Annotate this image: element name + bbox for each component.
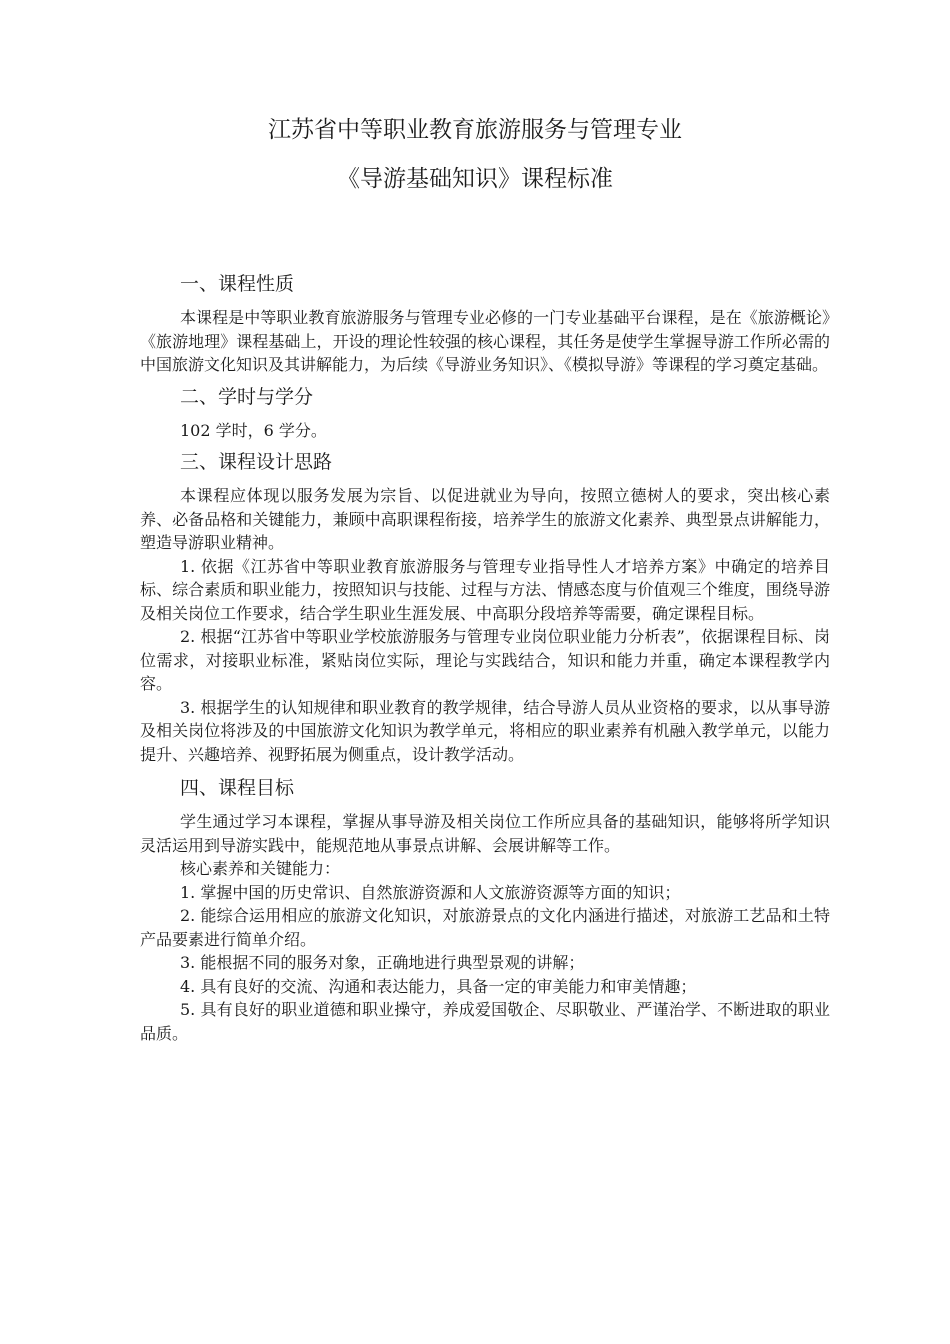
section-paragraph: 1. 依据《江苏省中等职业教育旅游服务与管理专业指导性人才培养方案》中确定的培养目标、综合素质和职业能力，按照知识与技能、过程与方法、情感态度与价值观三个维度，围绕导游及相关岗位工作要求，结合学生职业生涯发展、中高职分段培养等需要，确定课程目标。 bbox=[140, 556, 830, 623]
section-heading-design: 三、课程设计思路 bbox=[180, 451, 333, 473]
section-heading-nature: 一、课程性质 bbox=[180, 273, 295, 295]
section-paragraph: 本课程应体现以服务发展为宗旨、以促进就业为导向，按照立德树人的要求，突出核心素养、必备品格和关键能力，兼顾中高职课程衔接，培养学生的旅游文化素养、典型景点讲解能力，塑造导游职业精神。 bbox=[140, 486, 830, 552]
list-item: 1. 掌握中国的历史常识、自然旅游资源和人文旅游资源等方面的知识； bbox=[180, 882, 681, 902]
section-paragraph: 学生通过学习本课程，掌握从事导游及相关岗位工作所应具备的基础知识，能够将所学知识灵活运用到导游实践中，能规范地从事景点讲解、会展讲解等工作。 bbox=[140, 812, 830, 855]
list-item: 5. 具有良好的职业道德和职业操守，养成爱国敬企、尽职敬业、严谨治学、不断进取的职业品质。 bbox=[140, 1000, 830, 1043]
list-item: 2. 能综合运用相应的旅游文化知识，对旅游景点的文化内涵进行描述，对旅游工艺品和土特产品要素进行简单介绍。 bbox=[140, 906, 830, 949]
list-item: 4. 具有良好的交流、沟通和表达能力，具备一定的审美能力和审美情趣； bbox=[180, 976, 697, 996]
list-item: 3. 能根据不同的服务对象，正确地进行典型景观的讲解； bbox=[180, 953, 585, 972]
section-paragraph: 2. 根据“江苏省中等职业学校旅游服务与管理专业岗位职业能力分析表”，依据课程目标、岗位需求，对接职业标准，紧贴岗位实际，理论与实践结合，知识和能力并重，确定本课程教学内容。 bbox=[140, 627, 830, 693]
document-title: 江苏省中等职业教育旅游服务与管理专业 bbox=[268, 117, 682, 143]
section-paragraph: 核心素养和关键能力： bbox=[180, 859, 341, 878]
document-body bbox=[140, 270, 830, 1045]
section-paragraph: 102 学时，6 学分。 bbox=[180, 420, 327, 440]
section-heading-objectives: 四、课程目标 bbox=[180, 777, 295, 799]
section-heading-hours: 二、学时与学分 bbox=[180, 385, 314, 408]
document-subtitle: 《导游基础知识》课程标准 bbox=[337, 166, 613, 192]
section-paragraph: 3. 根据学生的认知规律和职业教育的教学规律，结合导游人员从业资格的要求，以从事导游及相关岗位将涉及的中国旅游文化知识为教学单元，将相应的职业素养有机融入教学单元，以能力提升、兴趣培养、视野拓展为侧重点，设计教学活动。 bbox=[140, 697, 830, 764]
section-paragraph: 本课程是中等职业教育旅游服务与管理专业必修的一门专业基础平台课程，是在《旅游概论》《旅游地理》课程基础上，开设的理论性较强的核心课程，其任务是使学生掌握导游工作所必需的中国旅游文化知识及其讲解能力，为后续《导游业务知识》、《模拟导游》等课程的学习奠定基础。 bbox=[140, 308, 830, 374]
